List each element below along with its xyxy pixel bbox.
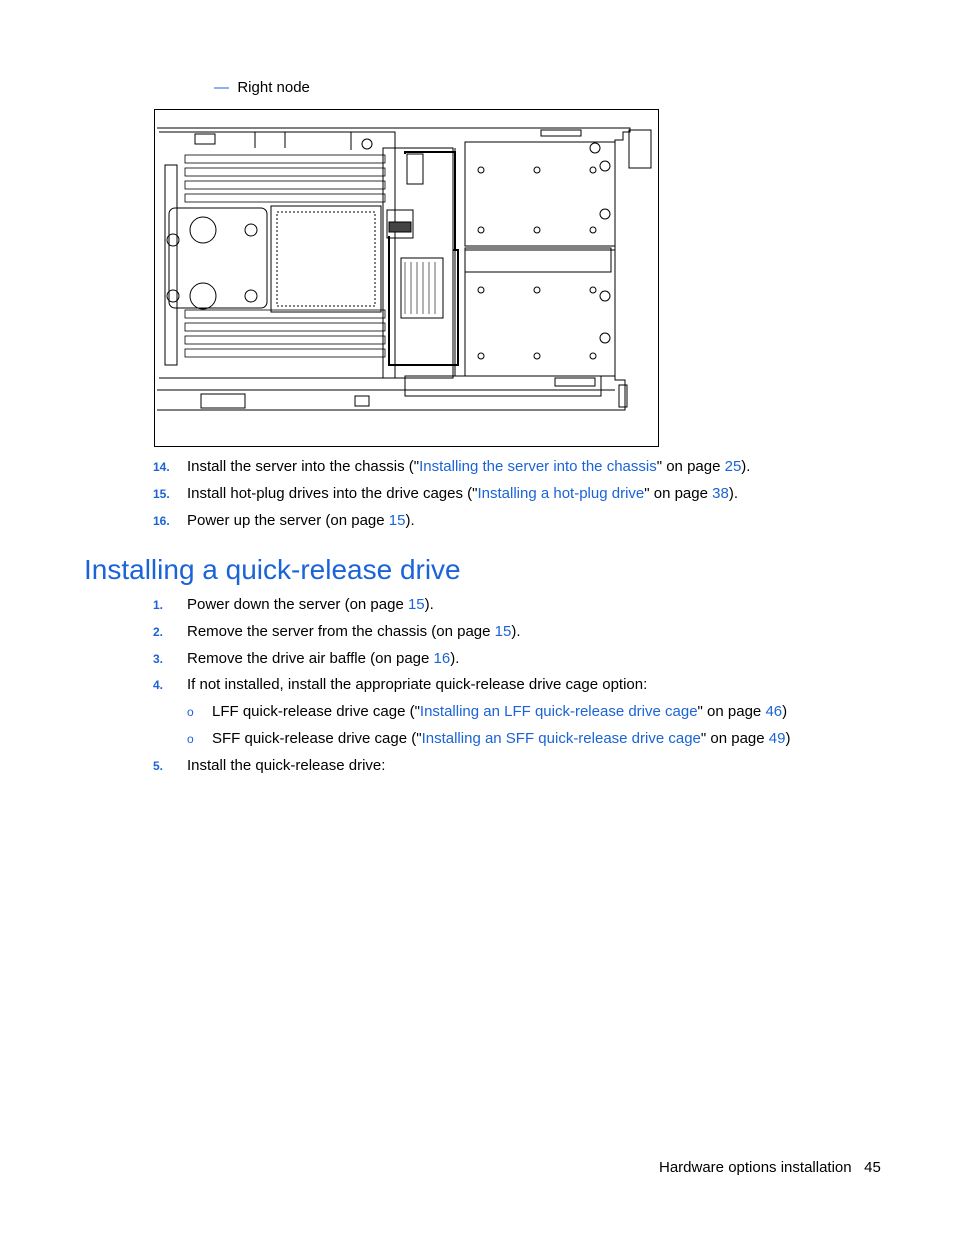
step-15-text [187, 484, 738, 504]
step-text: ) [785, 730, 791, 747]
figure-caption [214, 78, 310, 98]
step-text: Install hot-plug drives into the drive cages (" [187, 485, 478, 502]
step-text: ) [782, 703, 788, 720]
step-2-text [187, 622, 521, 642]
step-14-text [187, 457, 750, 477]
page-link[interactable]: 16 [433, 650, 451, 667]
step-text: LFF quick-release drive cage (" [212, 703, 420, 720]
step-text: Install the server into the chassis (" [187, 458, 420, 475]
step-text: Power up the server (on page [187, 512, 389, 529]
step-3-text [187, 649, 459, 669]
footer-section: Hardware options installation [659, 1159, 852, 1176]
page-link[interactable]: 15 [388, 512, 406, 529]
step-text: ). [511, 623, 521, 640]
step-text: " on page [644, 485, 713, 502]
step-number: 5. [153, 759, 164, 773]
page-link[interactable]: 25 [724, 458, 742, 475]
step-4-text: If not installed, install the appropriate quick-release drive cage option: [187, 676, 648, 693]
sub-bullet-sff [212, 729, 790, 749]
page-link[interactable]: 15 [494, 623, 512, 640]
step-number: 3. [153, 652, 164, 666]
step-text: Remove the server from the chassis (on page [187, 623, 495, 640]
caption-label: Right node [237, 79, 310, 96]
step-5-text: Install the quick-release drive: [187, 757, 386, 774]
step-text: " on page [700, 730, 769, 747]
step-text: " on page [656, 458, 725, 475]
step-text: SFF quick-release drive cage (" [212, 730, 422, 747]
step-text: ). [728, 485, 738, 502]
server-right-node-illustration [155, 110, 658, 446]
step-16-text [187, 511, 415, 531]
link-installing-server[interactable]: Installing the server into the chassis [419, 458, 657, 475]
page-footer [659, 1158, 881, 1178]
step-text: ). [424, 596, 434, 613]
step-number: 1. [153, 598, 164, 612]
page-link[interactable]: 15 [407, 596, 425, 613]
server-diagram-figure [154, 109, 659, 447]
step-text: ). [450, 650, 460, 667]
link-installing-hot-plug-drive[interactable]: Installing a hot-plug drive [477, 485, 645, 502]
step-number: 2. [153, 625, 164, 639]
step-number: 4. [153, 678, 164, 692]
sub-bullet-lff [212, 702, 787, 722]
step-text: ). [741, 458, 751, 475]
step-1-text [187, 595, 434, 615]
caption-dash: — [214, 79, 229, 96]
section-title: Installing a quick-release drive [84, 554, 461, 585]
step-number: 14. [153, 460, 170, 474]
page-link[interactable]: 38 [712, 485, 729, 502]
page-link[interactable]: 49 [768, 730, 786, 747]
step-number: 16. [153, 514, 170, 528]
link-sff-cage[interactable]: Installing an SFF quick-release drive cage [421, 730, 701, 747]
step-number: 15. [153, 487, 170, 501]
footer-page-number: 45 [864, 1159, 881, 1176]
step-text: Remove the drive air baffle (on page [187, 650, 434, 667]
bullet-marker: o [187, 732, 194, 746]
bullet-marker: o [187, 705, 194, 719]
step-text: " on page [697, 703, 766, 720]
step-text: ). [405, 512, 415, 529]
page-link[interactable]: 46 [765, 703, 783, 720]
step-text: Power down the server (on page [187, 596, 408, 613]
link-lff-cage[interactable]: Installing an LFF quick-release drive cage [419, 703, 698, 720]
